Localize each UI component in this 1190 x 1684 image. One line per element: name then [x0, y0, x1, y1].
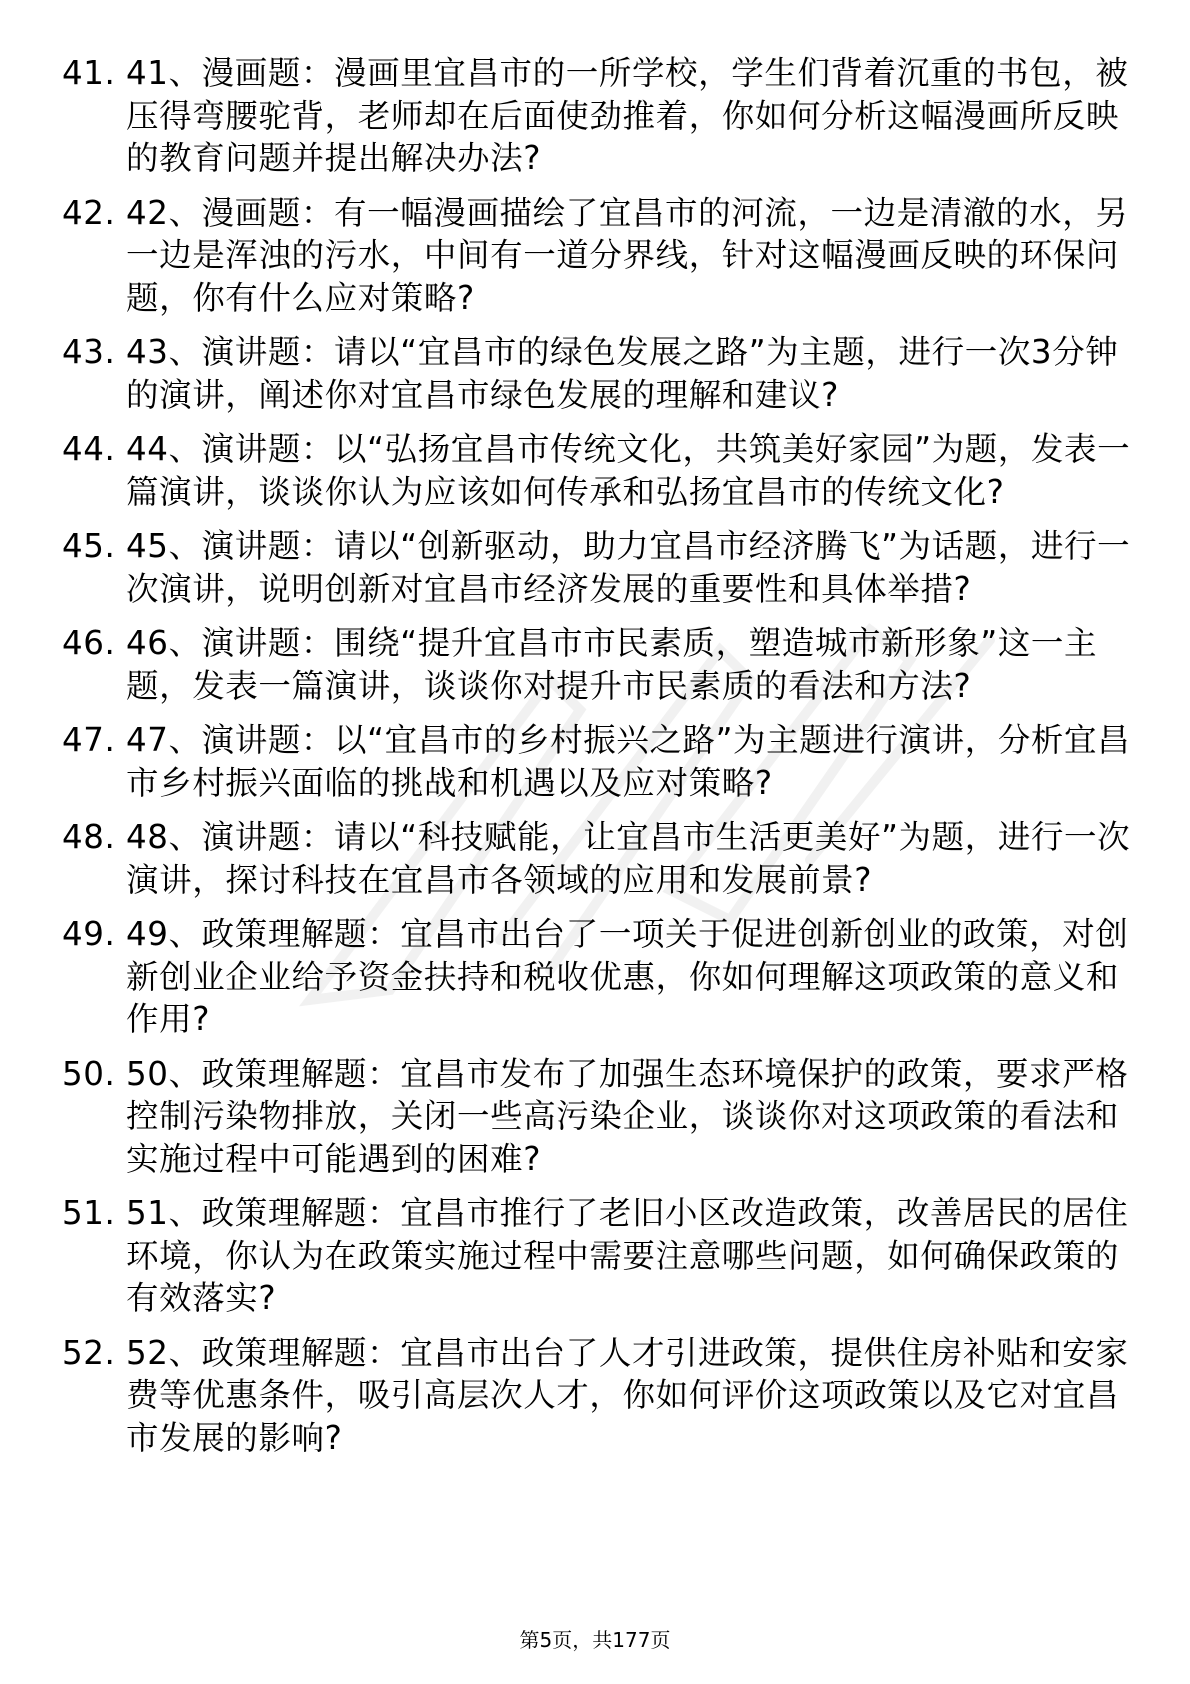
question-number: 51.	[62, 1194, 116, 1232]
question-text: 45、演讲题：请以“创新驱动，助力宜昌市经济腾飞”为话题，进行一次演讲，说明创新对宜昌市经济发展的重要性和具体举措?	[126, 527, 1131, 608]
question-number: 44.	[62, 430, 116, 468]
question-number: 41.	[62, 54, 116, 92]
question-text: 41、漫画题：漫画里宜昌市的一所学校，学生们背着沉重的书包，被压得弯腰驼背，老师却在后面使劲推着，你如何分析这幅漫画所反映的教育问题并提出解决办法?	[126, 54, 1129, 177]
page-number: 第5页，共177页	[519, 1628, 671, 1652]
question-number: 49.	[62, 915, 116, 953]
question-text: 42、漫画题：有一幅漫画描绘了宜昌市的河流，一边是清澈的水，另一边是浑浊的污水，中间有一道分界线，针对这幅漫画反映的环保问题，你有什么应对策略?	[126, 193, 1129, 317]
question-item	[62, 622, 1142, 707]
question-text: 46、演讲题：围绕“提升宜昌市市民素质，塑造城市新形象”这一主题，发表一篇演讲，谈谈你对提升市民素质的看法和方法?	[126, 624, 1098, 705]
question-item	[62, 1332, 1142, 1460]
question-list	[62, 52, 1142, 1471]
question-text: 51、政策理解题：宜昌市推行了老旧小区改造政策，改善居民的居住环境，你认为在政策实施过程中需要注意哪些问题，如何确保政策的有效落实?	[126, 1194, 1129, 1317]
question-item	[62, 1053, 1142, 1181]
question-text: 44、演讲题：以“弘扬宜昌市传统文化，共筑美好家园”为题，发表一篇演讲，谈谈你认为应该如何传承和弘扬宜昌市的传统文化?	[126, 430, 1131, 511]
question-text: 49、政策理解题：宜昌市出台了一项关于促进创新创业的政策，对创新创业企业给予资金扶持和税收优惠，你如何理解这项政策的意义和作用?	[126, 915, 1129, 1038]
question-item	[62, 331, 1142, 416]
question-number: 42.	[62, 193, 116, 232]
question-item	[62, 52, 1142, 180]
question-item	[62, 428, 1142, 513]
question-text: 43、演讲题：请以“宜昌市的绿色发展之路”为主题，进行一次3分钟的演讲，阐述你对宜昌市绿色发展的理解和建议?	[126, 333, 1119, 414]
question-number: 45.	[62, 527, 116, 565]
question-item	[62, 192, 1142, 320]
question-text: 50、政策理解题：宜昌市发布了加强生态环境保护的政策，要求严格控制污染物排放，关闭一些高污染企业，谈谈你对这项政策的看法和实施过程中可能遇到的困难?	[126, 1054, 1129, 1178]
question-number: 50.	[62, 1054, 116, 1093]
question-item	[62, 1192, 1142, 1320]
question-item	[62, 816, 1142, 901]
question-item	[62, 525, 1142, 610]
question-text: 48、演讲题：请以“科技赋能，让宜昌市生活更美好”为题，进行一次演讲，探讨科技在宜昌市各领域的应用和发展前景?	[126, 818, 1131, 899]
question-item	[62, 913, 1142, 1041]
question-text: 47、演讲题：以“宜昌市的乡村振兴之路”为主题进行演讲，分析宜昌市乡村振兴面临的挑战和机遇以及应对策略?	[126, 721, 1131, 802]
question-text: 52、政策理解题：宜昌市出台了人才引进政策，提供住房补贴和安家费等优惠条件，吸引高层次人才，你如何评价这项政策以及它对宜昌市发展的影响?	[126, 1333, 1129, 1457]
question-number: 43.	[62, 333, 116, 371]
question-number: 46.	[62, 624, 116, 662]
question-number: 47.	[62, 721, 116, 759]
question-item	[62, 719, 1142, 804]
question-number: 52.	[62, 1333, 116, 1372]
question-number: 48.	[62, 818, 116, 856]
